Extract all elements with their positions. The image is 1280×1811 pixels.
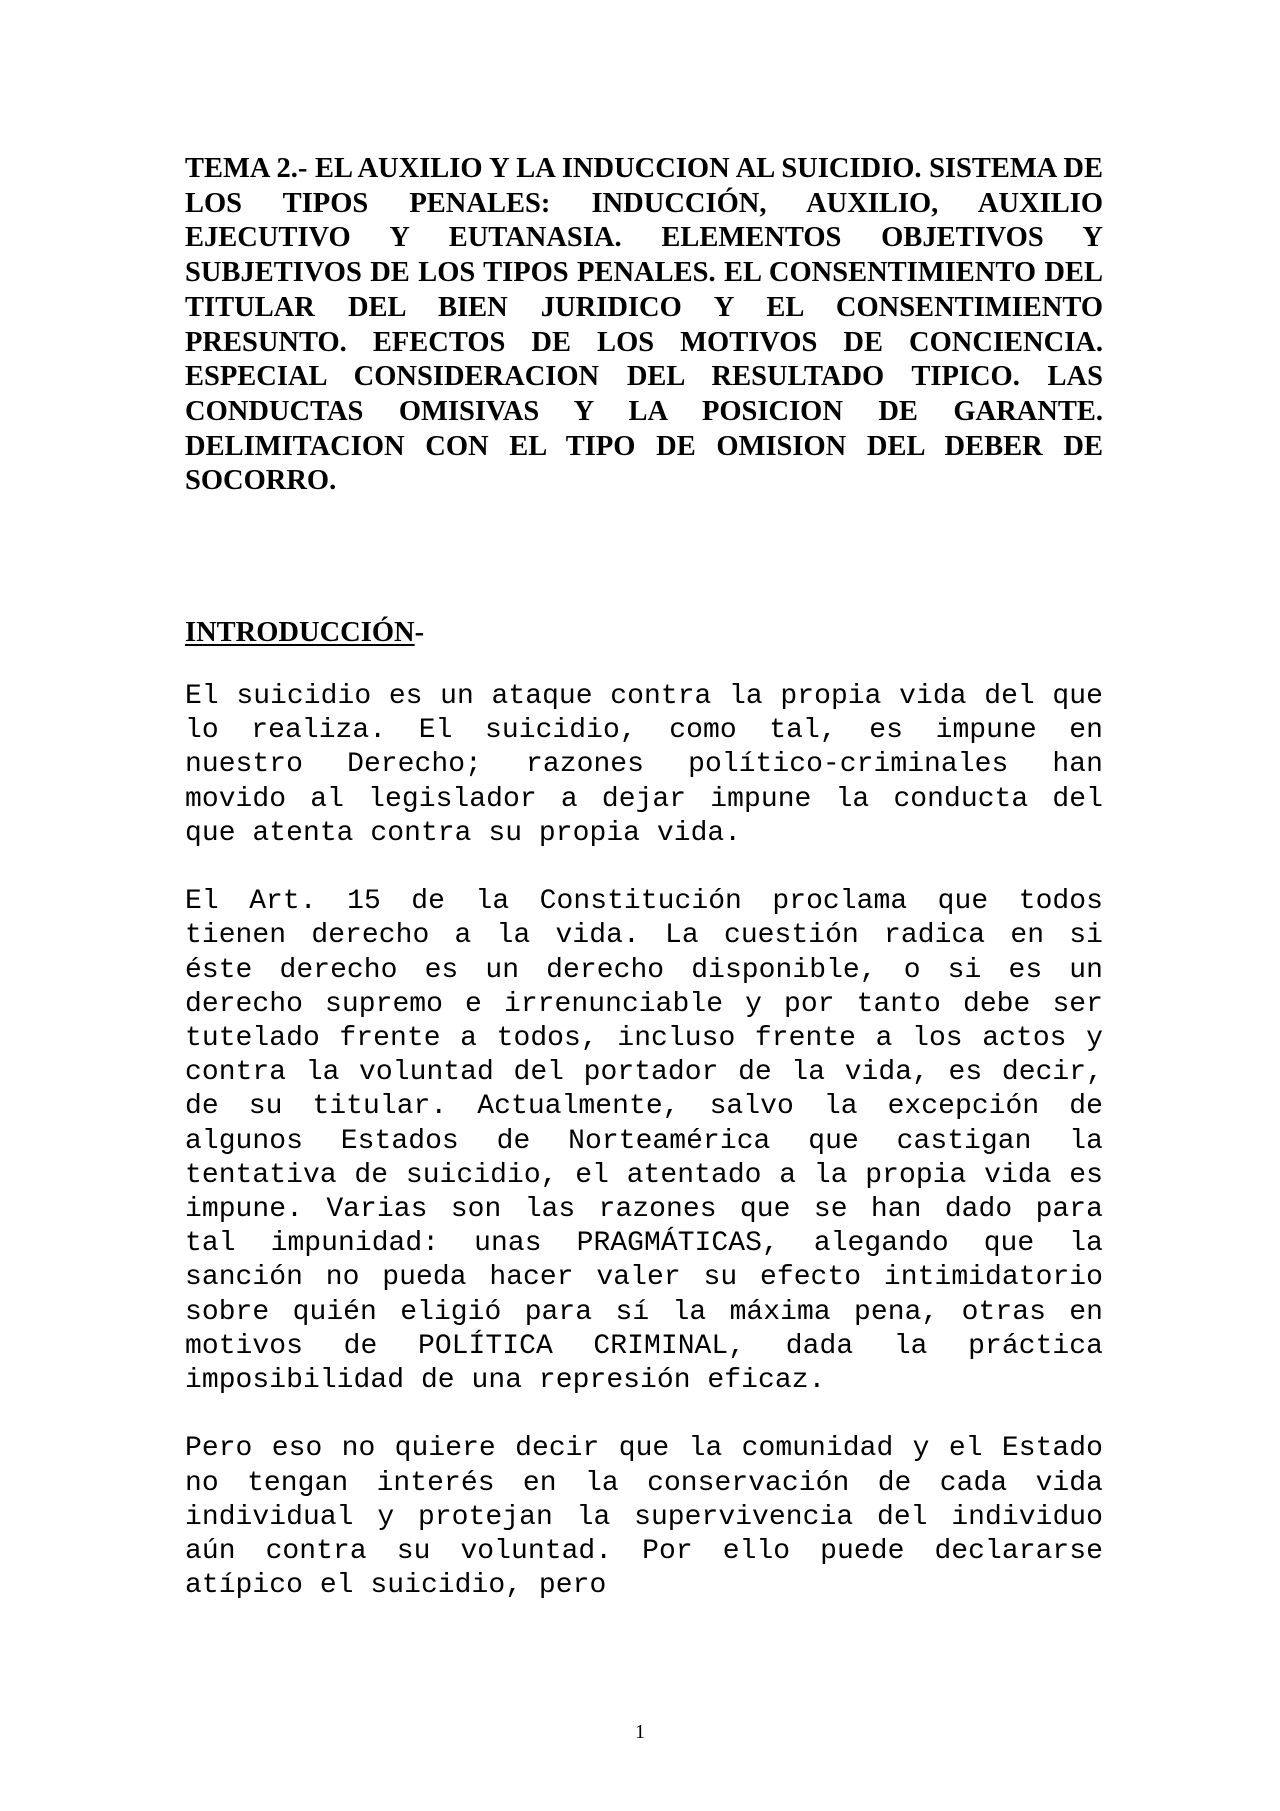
- page-number: 1: [635, 1721, 645, 1743]
- document-title: TEMA 2.- EL AUXILIO Y LA INDUCCION AL SUICIDIO. SISTEMA DE LOS TIPOS PENALES: INDUCCIÓN, AUXILIO, AUXILIO EJECUTIVO Y EUTANASIA. ELEMENTOS OBJETIVOS Y SUBJETIVOS DE LOS TIPOS PENALES. EL CONSENTIMIENTO DEL TITULAR DEL BIEN JURIDICO Y EL CONSENTIMIENTO PRESUNTO. EFECTOS DE LOS MOTIVOS DE CONCIENCIA. ESPECIAL CONSIDERACION DEL RESULTADO TIPICO. LAS CONDUCTAS OMISIVAS Y LA POSICION DE GARANTE. DELIMITACION CON EL TIPO DE OMISION DEL DEBER DE SOCORRO.: [185, 153, 1103, 497]
- paragraph-1: El suicidio es un ataque contra la propia vida del que lo realiza. El suicidio, como tal, es impune en nuestro Derecho; razones político-criminales han movido al legislador a dejar impune la conducta del que atenta contra su propia vida.: [185, 681, 1103, 849]
- paragraph-2: El Art. 15 de la Constitución proclama que todos tienen derecho a la vida. La cuestión radica en si éste derecho es un derecho disponible, o si es un derecho supremo e irrenunciable y por tanto debe ser tutelado frente a todos, incluso frente a los actos y contra la voluntad del portador de la vida, es decir, de su titular. Actualmente, salvo la excepción de algunos Estados de Norteamérica que castigan la tentativa de suicidio, el atentado a la propia vida es impune. Varias son las razones que se han dado para tal impunidad: unas PRAGMÁTICAS, alegando que la sanción no pueda hacer valer su efecto intimidatorio sobre quién eligió para sí la máxima pena, otras en motivos de POLÍTICA CRIMINAL, dada la práctica imposibilidad de una represión eficaz.: [185, 886, 1103, 1397]
- section-heading-label: INTRODUCCIÓN: [185, 617, 415, 648]
- section-heading-suffix: -: [414, 617, 425, 648]
- page-content: [185, 152, 1103, 1602]
- paragraph-3: Pero eso no quiere decir que la comunidad y el Estado no tengan interés en la conservación de cada vida individual y protejan la supervivencia del individuo aún contra su voluntad. Por ello puede declararse atípico el suicidio, pero: [185, 1433, 1103, 1602]
- section-heading: [185, 616, 424, 650]
- body-text: [185, 680, 1103, 1638]
